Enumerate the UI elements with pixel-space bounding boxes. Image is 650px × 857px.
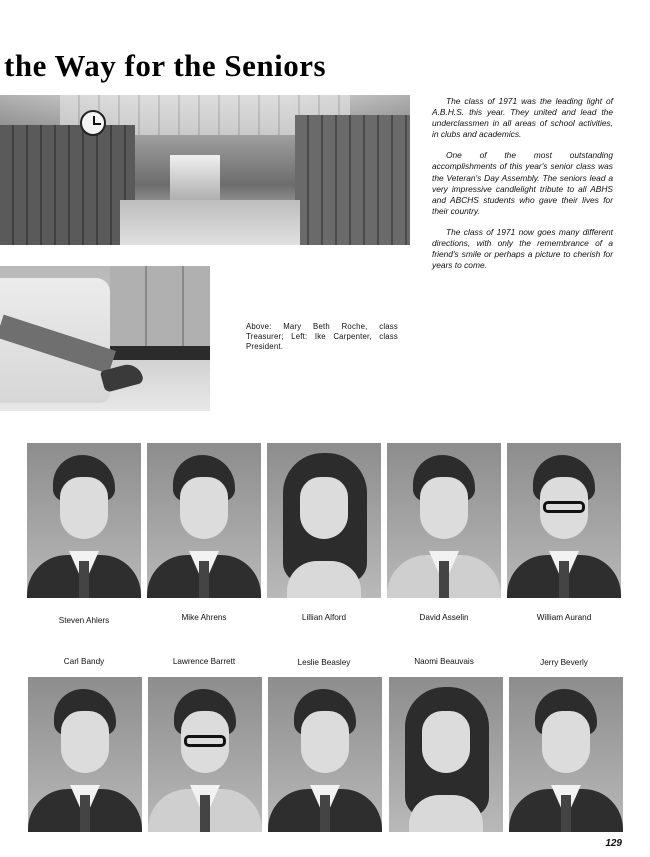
senior-portrait [389,677,503,832]
senior-portrait [507,443,621,598]
senior-portrait [387,443,501,598]
couch-photo [0,266,210,411]
intro-paragraph: One of the most outstanding accomplishments of this year's senior class was the Veteran's Day Assembly. The seniors lead a very impressive candlelight tribute to all ABHS and ABCHS students who gave their lives for their country. [432,150,613,216]
page-number: 129 [605,838,622,849]
senior-name: Carl Bandy [63,657,105,666]
hallway-photo [0,95,410,245]
senior-portrait [148,677,262,832]
intro-paragraph: The class of 1971 was the leading light of A.B.H.S. this year. They united and lead the underclassmen in all areas of school activities, in clubs and academics. [432,96,613,140]
senior-name: Leslie Beasley [297,658,351,667]
clock-icon [80,110,106,136]
senior-portrait [147,443,261,598]
senior-portrait [28,677,142,832]
intro-text [432,96,613,281]
intro-paragraph: The class of 1971 now goes many different directions, with only the remembrance of a friend's smile or perhaps a picture to cherish for years to come. [432,226,613,271]
senior-name: Naomi Beauvais [414,657,474,666]
senior-portrait [268,677,382,832]
page-title: the Way for the Seniors [4,48,327,83]
photo-caption: Above: Mary Beth Roche, class Treasurer; Left: Ike Carpenter, class President. [246,322,398,351]
senior-name: David Asselin [419,613,469,622]
senior-name: Steven Ahlers [58,616,110,625]
senior-name: Mike Ahrens [181,613,227,622]
senior-portrait [267,443,381,598]
senior-name: Jerry Beverly [540,658,588,667]
senior-portrait [27,443,141,598]
senior-name: Lillian Alford [301,613,347,622]
senior-portrait [509,677,623,832]
senior-name: William Aurand [536,613,592,622]
senior-name: Lawrence Barrett [172,657,236,666]
